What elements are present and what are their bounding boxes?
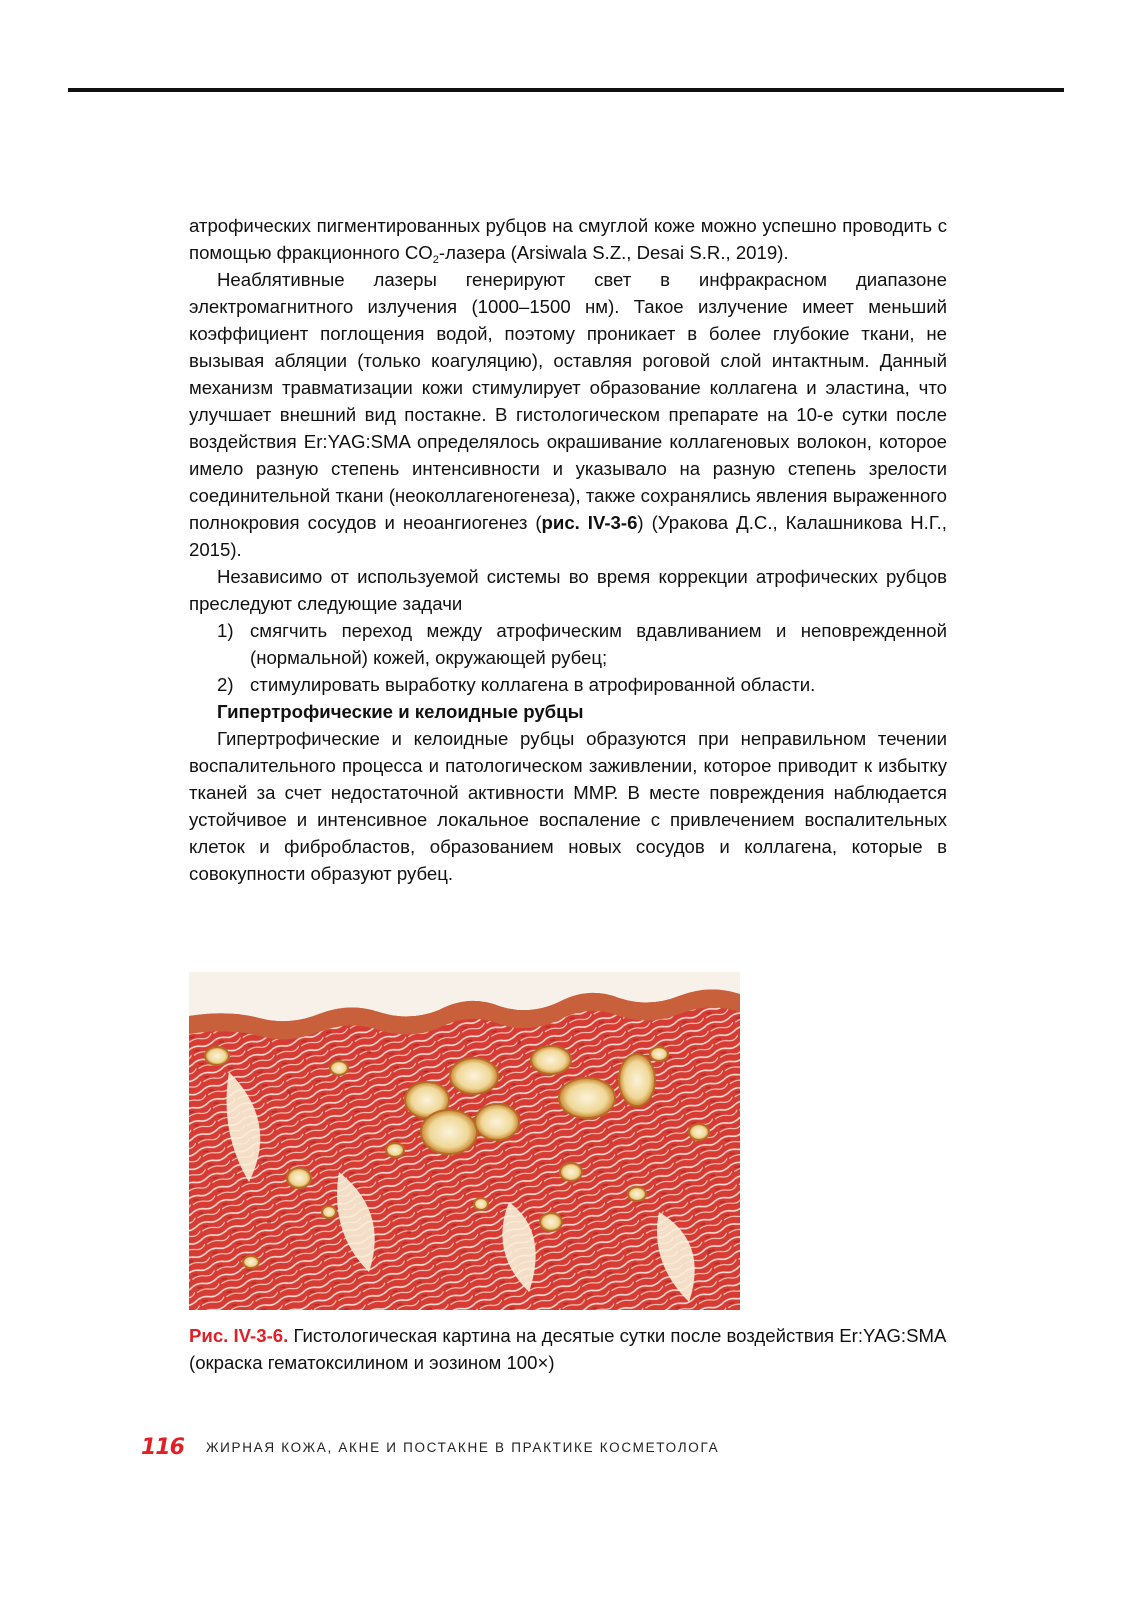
paragraph-1-text: атрофических пигментированных рубцов на смуглой коже можно успешно проводить с помощью фракционного CO (189, 215, 947, 263)
subscript-2: 2 (432, 254, 439, 266)
figure-caption-text: Гистологическая картина на десятые сутки после воздействия Er:YAG:SMA (окраска гематоксилином и эозином 100×) (189, 1325, 946, 1373)
paragraph-3: Независимо от используемой системы во время коррекции атрофических рубцов преследуют следующие задачи (189, 566, 947, 614)
page-footer (141, 1435, 719, 1465)
paragraph-1-text-rest: -лазера (Arsiwala S.Z., Desai S.R., 2019). (438, 242, 789, 263)
figure-label: Рис. IV-3-6. (189, 1325, 289, 1346)
section-heading: Гипертрофические и келоидные рубцы (217, 701, 584, 722)
list-item (189, 671, 947, 698)
histology-image (189, 972, 740, 1310)
paragraph-1 (189, 212, 947, 266)
running-title: ЖИРНАЯ КОЖА, АКНЕ И ПОСТАКНЕ В ПРАКТИКЕ КОСМЕТОЛОГА (205, 1440, 720, 1455)
paragraph-2-text-rest: ) (Уракова Д.С., Калашникова Н.Г., 2015). (189, 512, 947, 560)
list-item-text: смягчить переход между атрофическим вдавливанием и неповрежденной (нормальной) кожей, окружающей рубец; (250, 620, 947, 668)
list-item-text: стимулировать выработку коллагена в атрофированной области. (250, 674, 816, 695)
body-text (189, 212, 947, 887)
figure-reference[interactable]: рис. IV-3-6 (541, 512, 638, 533)
paragraph-4: Гипертрофические и келоидные рубцы образуются при неправильном течении воспалительного процесса и патологическом заживлении, которое приводит к избытку тканей за счет недостаточной активности ММР. В месте повреждения наблюдается устойчивое и интенсивное локальное воспаление с привлечением воспалительных клеток и фибробластов, образованием новых сосудов и коллагена, которые в совокупности образуют рубец. (189, 728, 947, 884)
figure-caption (189, 1322, 949, 1376)
list-item-number: 2) (217, 674, 234, 695)
list-item (189, 617, 947, 671)
list-item-number: 1) (217, 620, 234, 641)
page-number: 116 (141, 1435, 184, 1460)
paragraph-2 (189, 266, 947, 563)
top-rule (68, 88, 1064, 92)
task-list (189, 617, 947, 698)
paragraph-2-text: Неаблятивные лазеры генерируют свет в инфракрасном диапазоне электромагнитного излучения (1000–1500 нм). Такое излучение имеет меньший коэффициент поглощения водой, поэтому проникает в более глубокие ткани, не вызывая абляции (только коагуляцию), оставляя роговой слой интактным. Данный механизм травматизации кожи стимулирует образование коллагена и эластина, что улучшает внешний вид постакне. В гистологическом препарате на 10-е сутки после воздействия Er:YAG:SMA определялось окрашивание коллагеновых волокон, которое имело разную степень интенсивности и указывало на разную степень зрелости соединительной ткани (неоколлагеногенеза), также сохранялись явления выраженного полнокровия сосудов и неоангиогенез ( (189, 269, 947, 533)
histology-illustration (189, 972, 740, 1310)
